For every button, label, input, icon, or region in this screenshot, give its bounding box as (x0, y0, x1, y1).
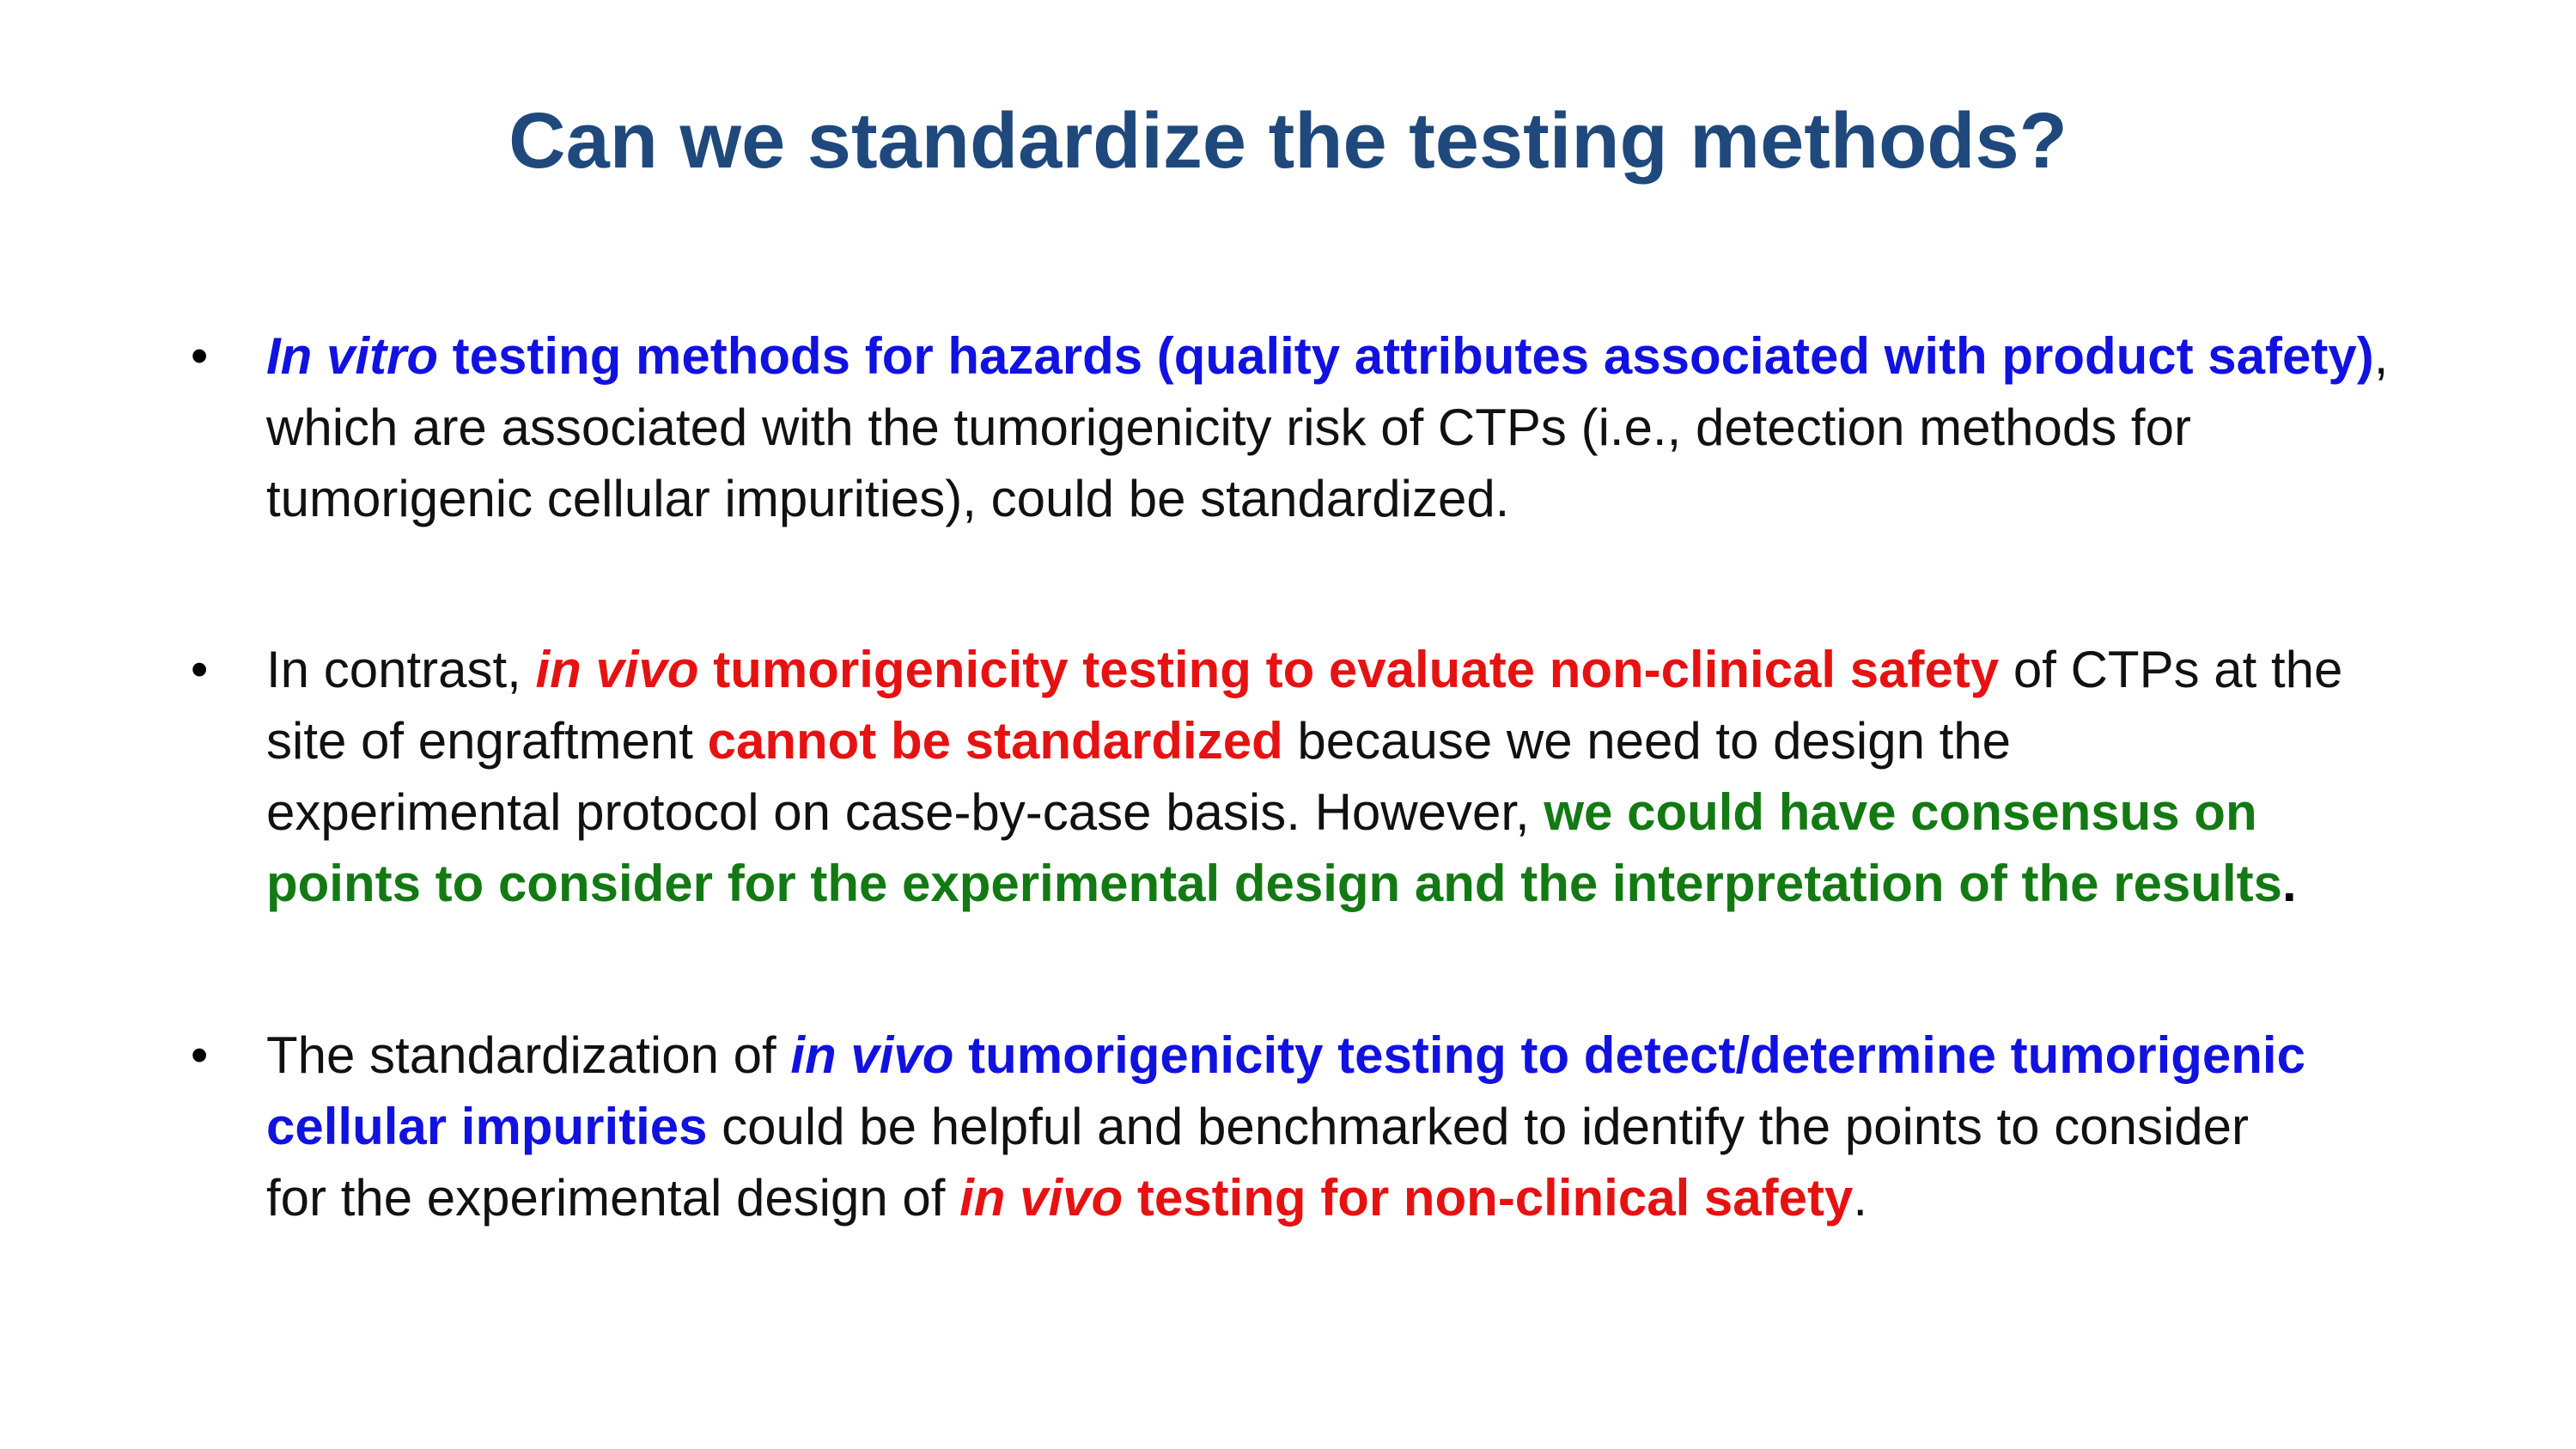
text-segment: in vivo (790, 1026, 954, 1084)
bullet-marker: • (191, 642, 209, 697)
bullet-marker: • (191, 328, 209, 384)
text-segment: cellular impurities (266, 1098, 708, 1155)
bullet-text (266, 634, 2465, 919)
text-segment: tumorigenic cellular impurities), could be standardized. (266, 470, 1510, 527)
text-segment: , (2373, 327, 2389, 385)
text-segment: . (2281, 855, 2297, 912)
text-line (266, 848, 2465, 919)
text-segment: experimental protocol on case-by-case basis. However, (266, 783, 1544, 841)
slide-title: Can we standardize the testing methods? (509, 97, 2067, 185)
text-segment: for the experimental design of (266, 1169, 960, 1227)
bullet-text (266, 1020, 2465, 1233)
text-line (266, 776, 2465, 848)
bullet-marker: • (191, 1027, 209, 1083)
text-segment: The standardization of (266, 1026, 791, 1084)
text-segment: points to consider for the experimental design and the interpretation of the results (266, 855, 2282, 912)
text-line (266, 634, 2465, 705)
text-segment: In vitro (266, 327, 439, 385)
text-segment: which are associated with the tumorigenicity risk of CTPs (i.e., detection methods for (266, 399, 2191, 456)
text-segment: could be helpful and benchmarked to identify the points to consider (707, 1098, 2250, 1155)
text-segment: testing for non-clinical safety (1123, 1169, 1854, 1227)
text-line (266, 1020, 2465, 1091)
text-segment: cannot be standardized (707, 712, 1283, 770)
text-segment: tumorigenicity testing to detect/determine tumorigenic (953, 1026, 2305, 1084)
text-segment: in vivo (959, 1169, 1124, 1227)
text-segment: of CTPs at the (1999, 641, 2343, 698)
bullet-text (266, 320, 2465, 534)
text-segment: because we need to design the (1282, 712, 2012, 770)
text-segment: site of engraftment (266, 712, 708, 770)
text-segment: testing methods for hazards (quality attributes associated with product safety) (438, 327, 2374, 385)
text-segment: tumorigenicity testing to evaluate non-clinical safety (698, 641, 2000, 698)
text-segment: we could have consensus on (1544, 783, 2257, 841)
text-line (266, 392, 2465, 463)
text-line (266, 320, 2465, 392)
text-line (266, 1091, 2465, 1162)
text-line (266, 705, 2465, 776)
text-line (266, 463, 2465, 534)
text-segment: . (1853, 1169, 1868, 1227)
text-segment: In contrast, (266, 641, 536, 698)
text-segment: in vivo (535, 641, 699, 698)
text-line (266, 1162, 2465, 1233)
